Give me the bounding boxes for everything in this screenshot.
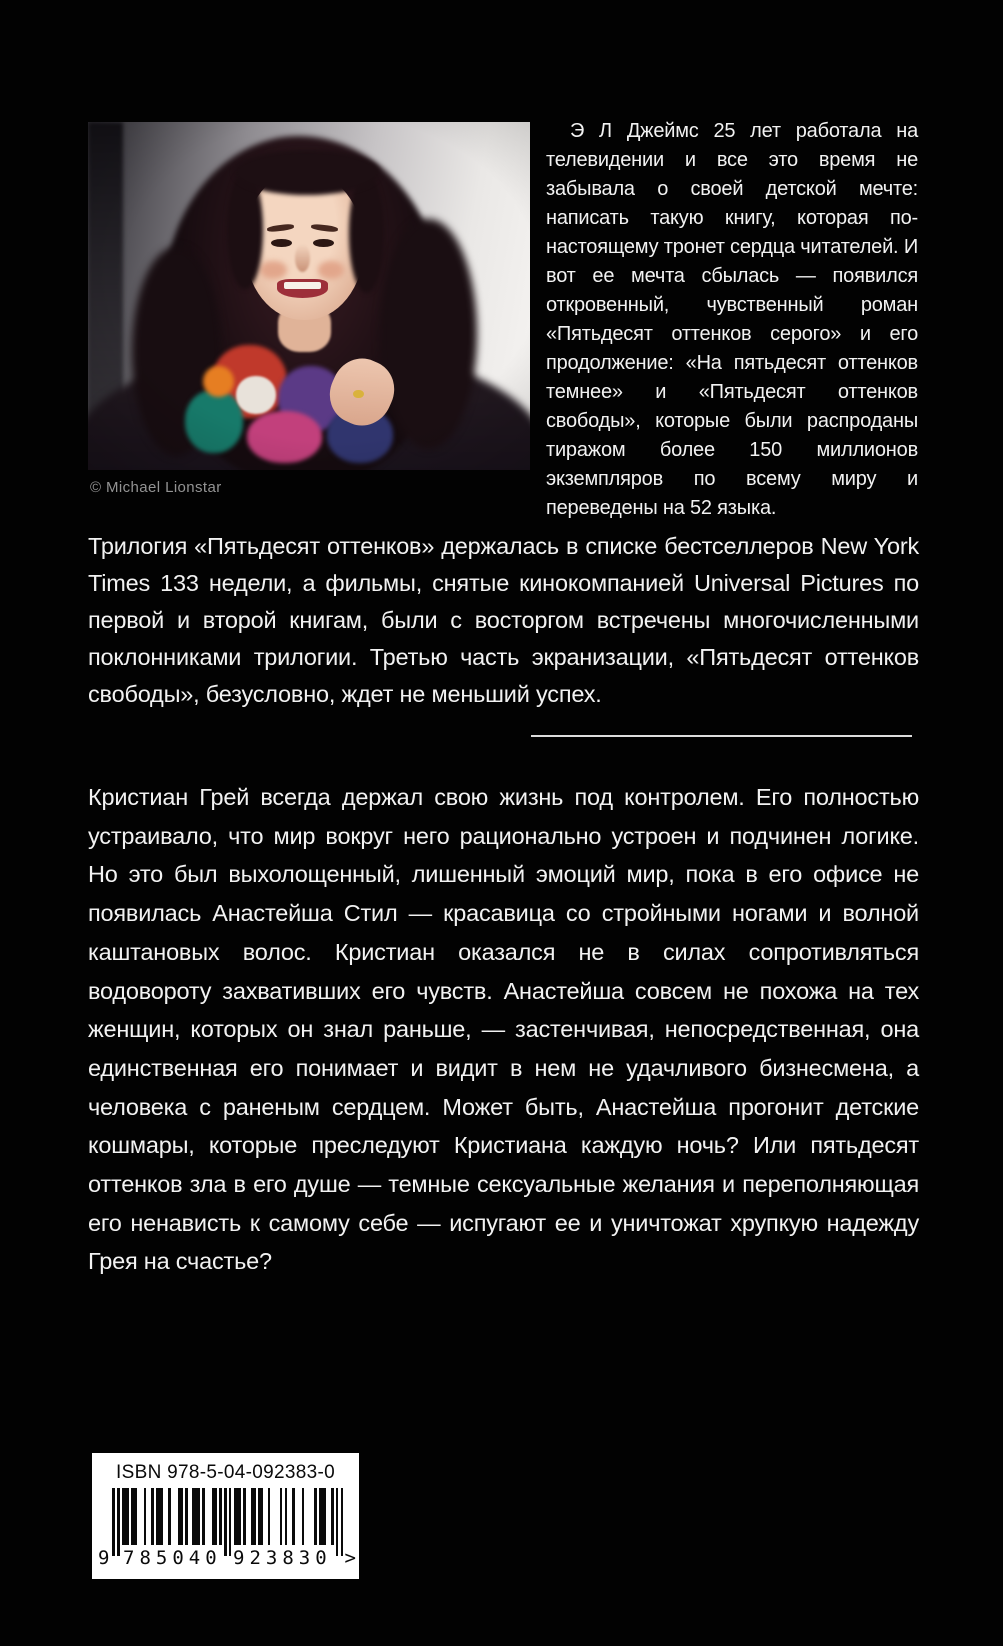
- barcode-digits: [92, 1547, 359, 1571]
- barcode-arrow: >: [344, 1547, 356, 1569]
- barcode-bar: [134, 1488, 137, 1545]
- barcode-bar: [243, 1488, 246, 1545]
- photo-vignette: [88, 122, 530, 470]
- barcode-bar: [185, 1488, 188, 1545]
- barcode-bar: [336, 1488, 339, 1556]
- barcode-bar: [260, 1488, 263, 1545]
- barcode-bar: [285, 1488, 288, 1545]
- author-photo: [88, 122, 530, 470]
- barcode-bar: [302, 1488, 305, 1545]
- barcode-bar: [168, 1488, 171, 1545]
- barcode-digits-group1: 785040: [123, 1547, 222, 1569]
- photo-credit: © Michael Lionstar: [90, 479, 222, 496]
- barcode-bar: [127, 1488, 130, 1545]
- barcode-digits-group2: 923830: [233, 1547, 332, 1569]
- barcode-bar: [214, 1488, 217, 1545]
- barcode-bar: [224, 1488, 227, 1556]
- barcode-bar: [292, 1488, 295, 1545]
- barcode-bar: [161, 1488, 164, 1545]
- barcode-bar: [180, 1488, 183, 1545]
- barcode-bar: [202, 1488, 205, 1545]
- synopsis-paragraph: Кристиан Грей всегда держал свою жизнь под контролем. Его полностью устраивало, что мир вокруг него рационально устроен и подчинен логике. Но это был выхолощенный, лишенный эмоций мир, пока в его офисе не появилась Анастейша Стил — красавица со стройными ногами и волной каштановых волос. Кристиан оказался не в силах сопротивляться водовороту захвативших его чувств. Анастейша совсем не похожа на тех женщин, которых он знал раньше, — застенчивая, непосредственная, она единственная его понимает и видит в нем не удачливого бизнесмена, а человека с раненым сердцем. Может быть, Анастейша прогонит детские кошмары, которые преследуют Кристиана каждую ночь? Или пятьдесят оттенков зла в его душе — темные сексуальные желания и переполняющая его ненависть к самому себе — испугают ее и уничтожат хрупкую надежду Грея на счастье?: [88, 784, 919, 1275]
- barcode-bar: [253, 1488, 256, 1545]
- trilogy-paragraph: Трилогия «Пятьдесят оттенков» держалась в списке бестселлеров New York Times 133 недели, а фильмы, снятые кинокомпанией Universal Pictures по первой и второй книгам, были с восторгом встречены многочисленными поклонниками трилогии. Третью часть экранизации, «Пятьдесят оттенков свободы», безусловно, ждет не меньший успех.: [88, 533, 919, 707]
- barcode-bar: [112, 1488, 115, 1556]
- barcode-bar: [151, 1488, 154, 1545]
- barcode-bar: [219, 1488, 222, 1545]
- barcode-bar: [331, 1488, 334, 1545]
- barcode-bar: [324, 1488, 327, 1545]
- barcode-digit-first: 9: [98, 1547, 110, 1569]
- barcode-bar: [341, 1488, 344, 1556]
- barcode-bar: [229, 1488, 232, 1556]
- barcode-bar: [280, 1488, 283, 1545]
- isbn-label: ISBN 978-5-04-092383-0: [116, 1462, 335, 1483]
- barcode-bar: [238, 1488, 241, 1545]
- barcode-bar: [117, 1488, 120, 1556]
- section-divider: [531, 735, 912, 737]
- isbn-block: [92, 1453, 359, 1579]
- ean13-barcode: [112, 1488, 343, 1556]
- barcode-bar: [268, 1488, 271, 1545]
- about-author-text: Э Л Джеймс 25 лет работала на телевидении и все это время не забывала о своей детской мечте: написать такую книгу, которая по-настоящему тронет сердца читателей. И вот ее мечта сбылась — появился откровенный, чувственный роман «Пятьдесят оттенков серого» и его продолжение: «На пятьдесят оттенков темнее» и «Пятьдесят оттенков свободы», которые были распроданы тиражом более 150 миллионов экземпляров по всему миру и переведены на 52 языка.: [546, 120, 918, 519]
- barcode-bar: [144, 1488, 147, 1545]
- barcode-bar: [314, 1488, 317, 1545]
- barcode-bar: [197, 1488, 200, 1545]
